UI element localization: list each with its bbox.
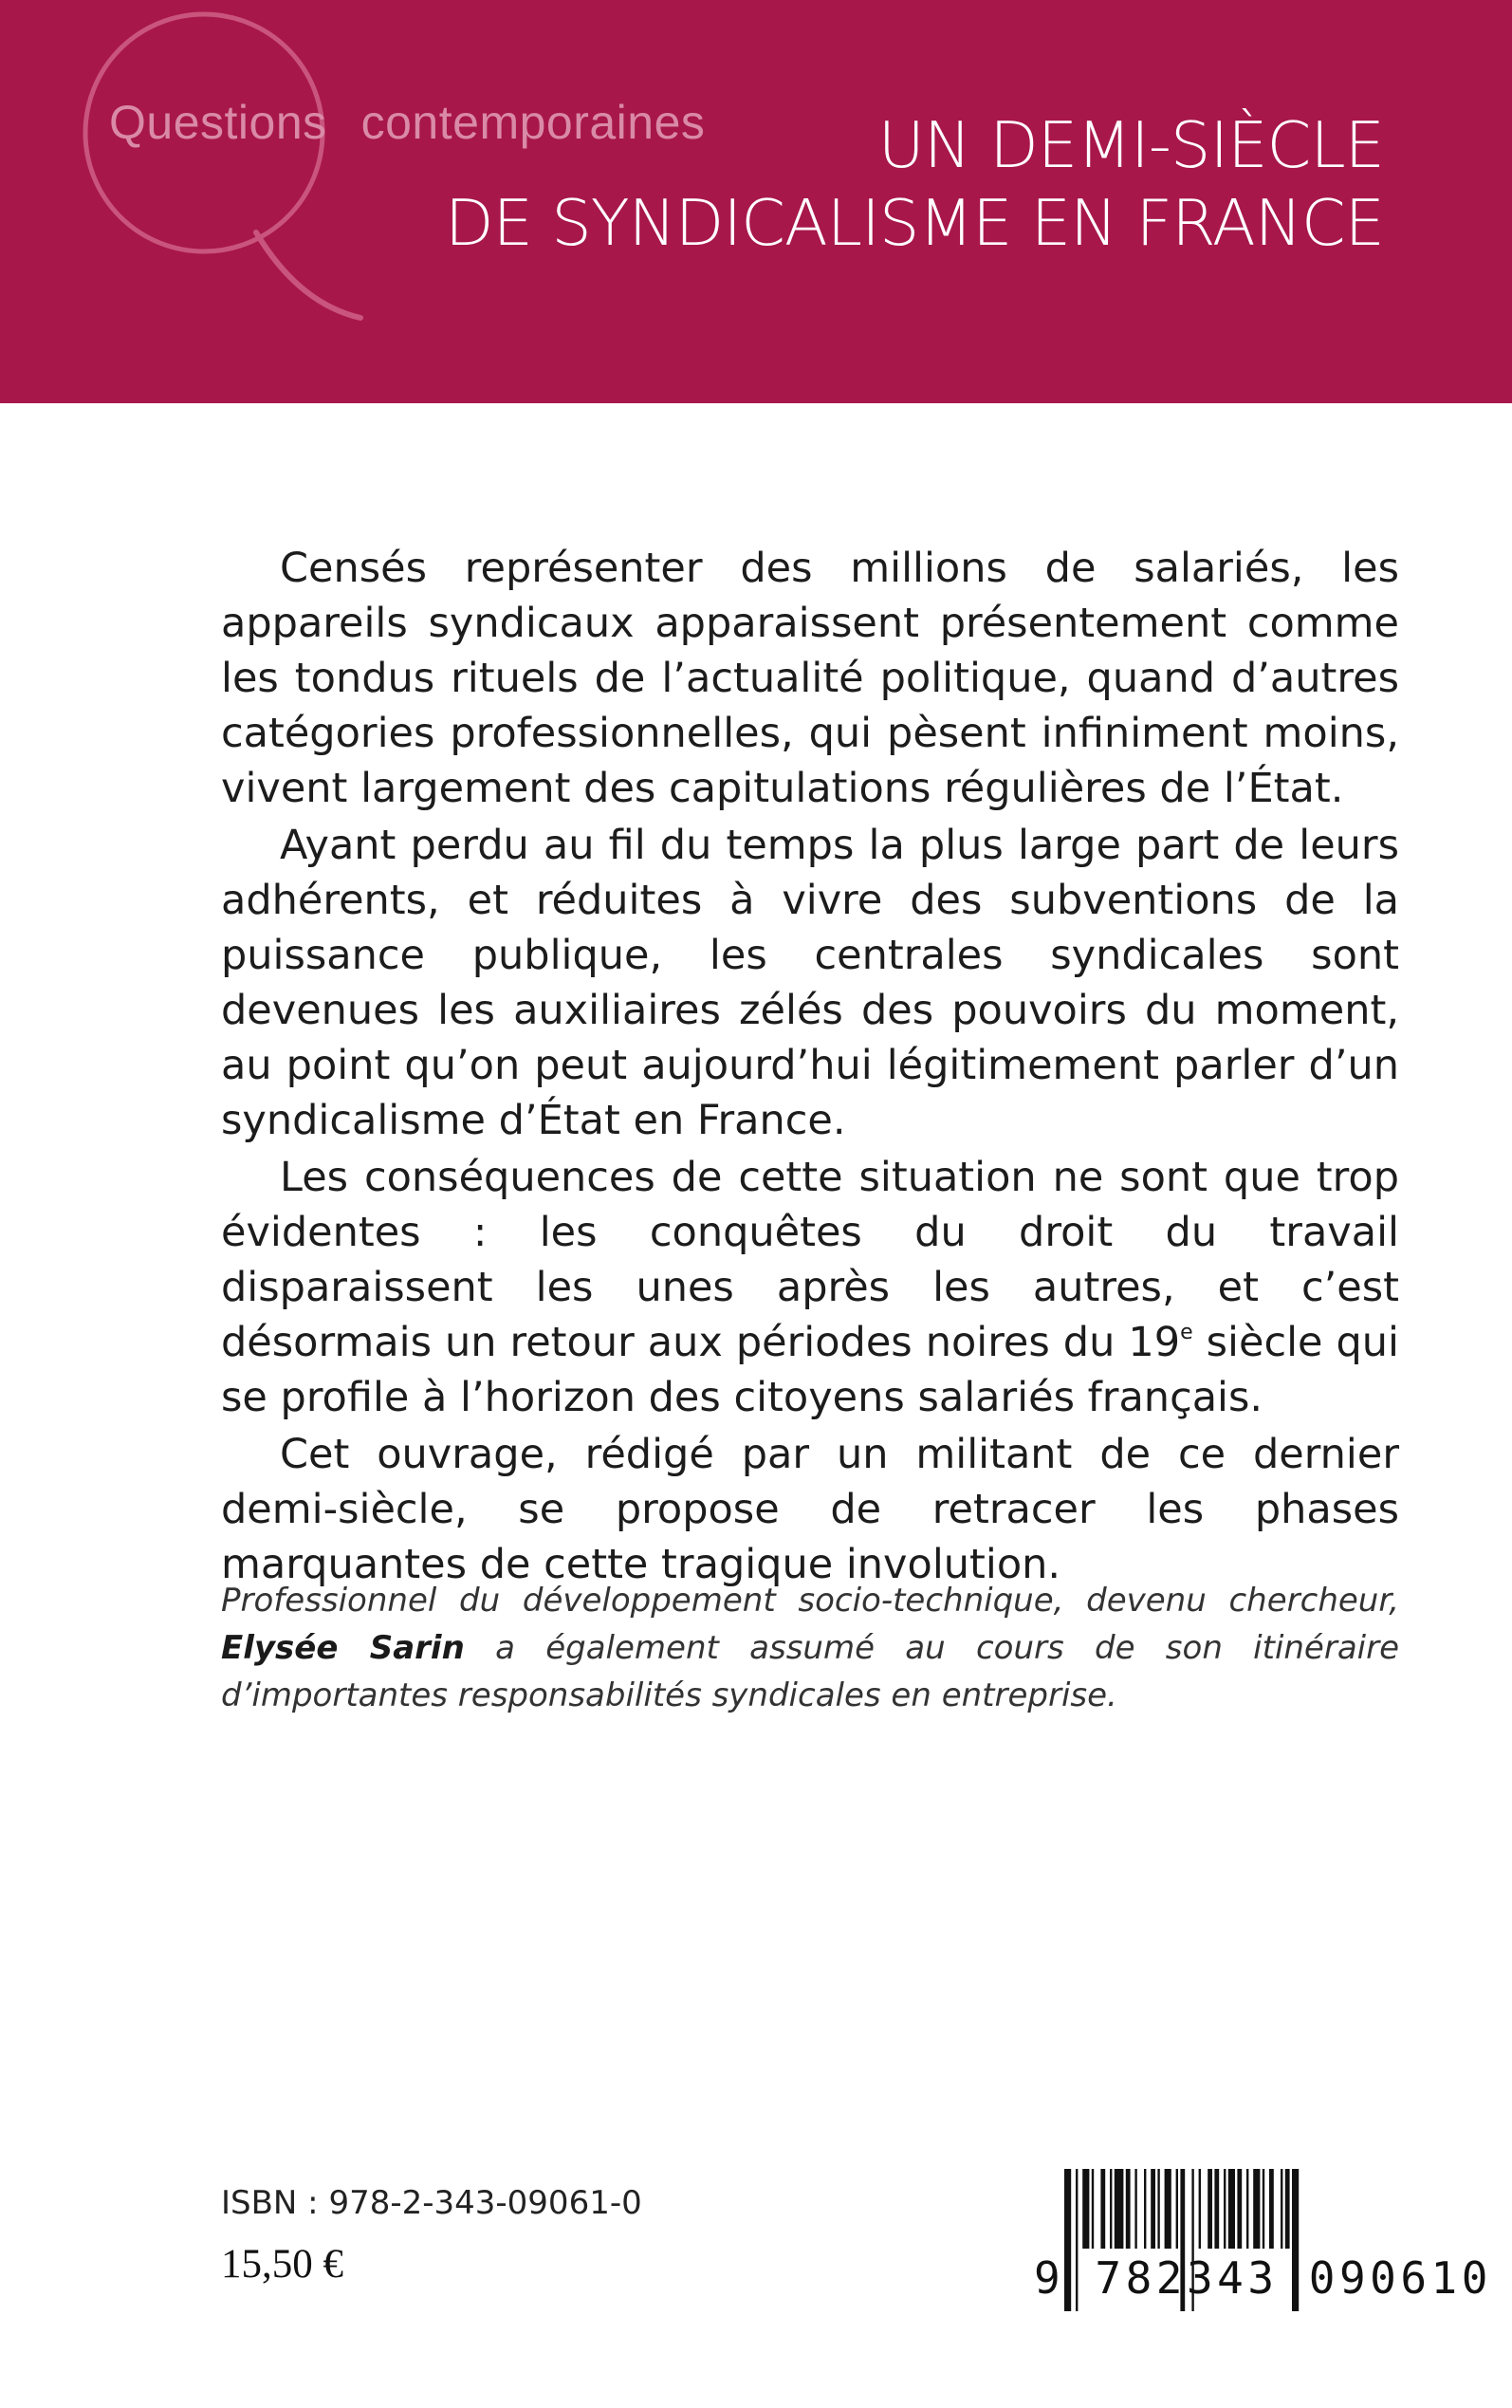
barcode-bar [1151,2169,1155,2249]
barcode-bar [1269,2169,1274,2249]
paragraph-4: Cet ouvrage, rédigé par un militant de ce dernier demi-siècle, se propose de retracer les phases marquantes de cette tragique involution. [221,1431,1399,1588]
barcode-bar [1144,2169,1146,2249]
barcode-bar [1253,2169,1260,2249]
barcode-bar [1134,2169,1136,2249]
book-title [445,106,1384,262]
collection-word-1: Questions [109,96,327,149]
paragraph-2: Ayant perdu au fil du temps la plus large part de leurs adhérents, et réduites à vivre des subventions de la puissance publique, les centrales syndicales sont devenues les auxiliaires zélés des pouvoirs du moment, au point qu’on peut aujourd’hui légitimement parler d’un syndicalisme d’État en France. [221,822,1399,1144]
barcode-bar [1246,2169,1248,2249]
barcode-bar [1214,2169,1219,2249]
barcode-bar [1157,2169,1159,2249]
price-text: 15,50 € [221,2242,343,2287]
barcode-digits: 9 782343 090610 [1034,2252,1492,2304]
barcode-bar [1176,2169,1178,2249]
collection-word-2: contemporaines [360,96,706,149]
barcode-bar [1228,2169,1235,2249]
bio-start: Professionnel du développement socio-technique, devenu chercheur, [221,1582,1399,1620]
paragraph-1: Censés représenter des millions de salariés, les appareils syndicaux apparaissent présentement comme les tondus rituels de l’actualité politique, quand d’autres catégories professionnelles, qui pèsent infiniment moins, vivent largement des capitulations régulières de l’État. [221,545,1399,812]
isbn-text: ISBN : 978-2-343-09061-0 [221,2184,642,2222]
barcode-bar [1281,2169,1282,2249]
header-band [0,0,1512,403]
barcode-bar [1285,2169,1290,2249]
barcode-bar [1224,2169,1226,2249]
paragraph-3-end: siècle qui se profile à l’horizon des citoyens salariés français. [221,1319,1399,1421]
barcode-bar [1092,2169,1094,2249]
barcode-bar [1126,2169,1131,2249]
barcode-bar [1199,2169,1201,2249]
q-letter-logo [57,0,379,351]
barcode-bar [1237,2169,1242,2249]
paragraph-3 [221,1150,1399,1425]
author-bio [221,1577,1399,1719]
barcode-bar [1110,2169,1112,2249]
barcode-bar [1165,2169,1171,2249]
title-line-1: UN DEMI-SIÈCLE [877,108,1384,182]
barcode-bar [1100,2169,1105,2249]
barcode-bar [1082,2169,1089,2249]
title-line-2: DE SYNDICALISME EN FRANCE [444,186,1384,260]
barcode-bar [1208,2169,1212,2249]
barcode-bar [1115,2169,1124,2249]
back-cover-blurb [221,541,1399,1592]
bio-end: a également assumé au cours de son itinéraire d’importantes responsabilités syndicales en entreprise. [221,1629,1400,1714]
paragraph-3-start: Les conséquences de cette situation ne sont que trop évidentes : les conquêtes du droit du travail disparaissent les unes après les autres, et c’est désormais un retour aux périodes noires du 19 [221,1154,1399,1366]
barcode-bar [1263,2169,1264,2249]
author-name: Elysée Sarin [221,1629,465,1667]
superscript-e: e [1180,1321,1193,1344]
